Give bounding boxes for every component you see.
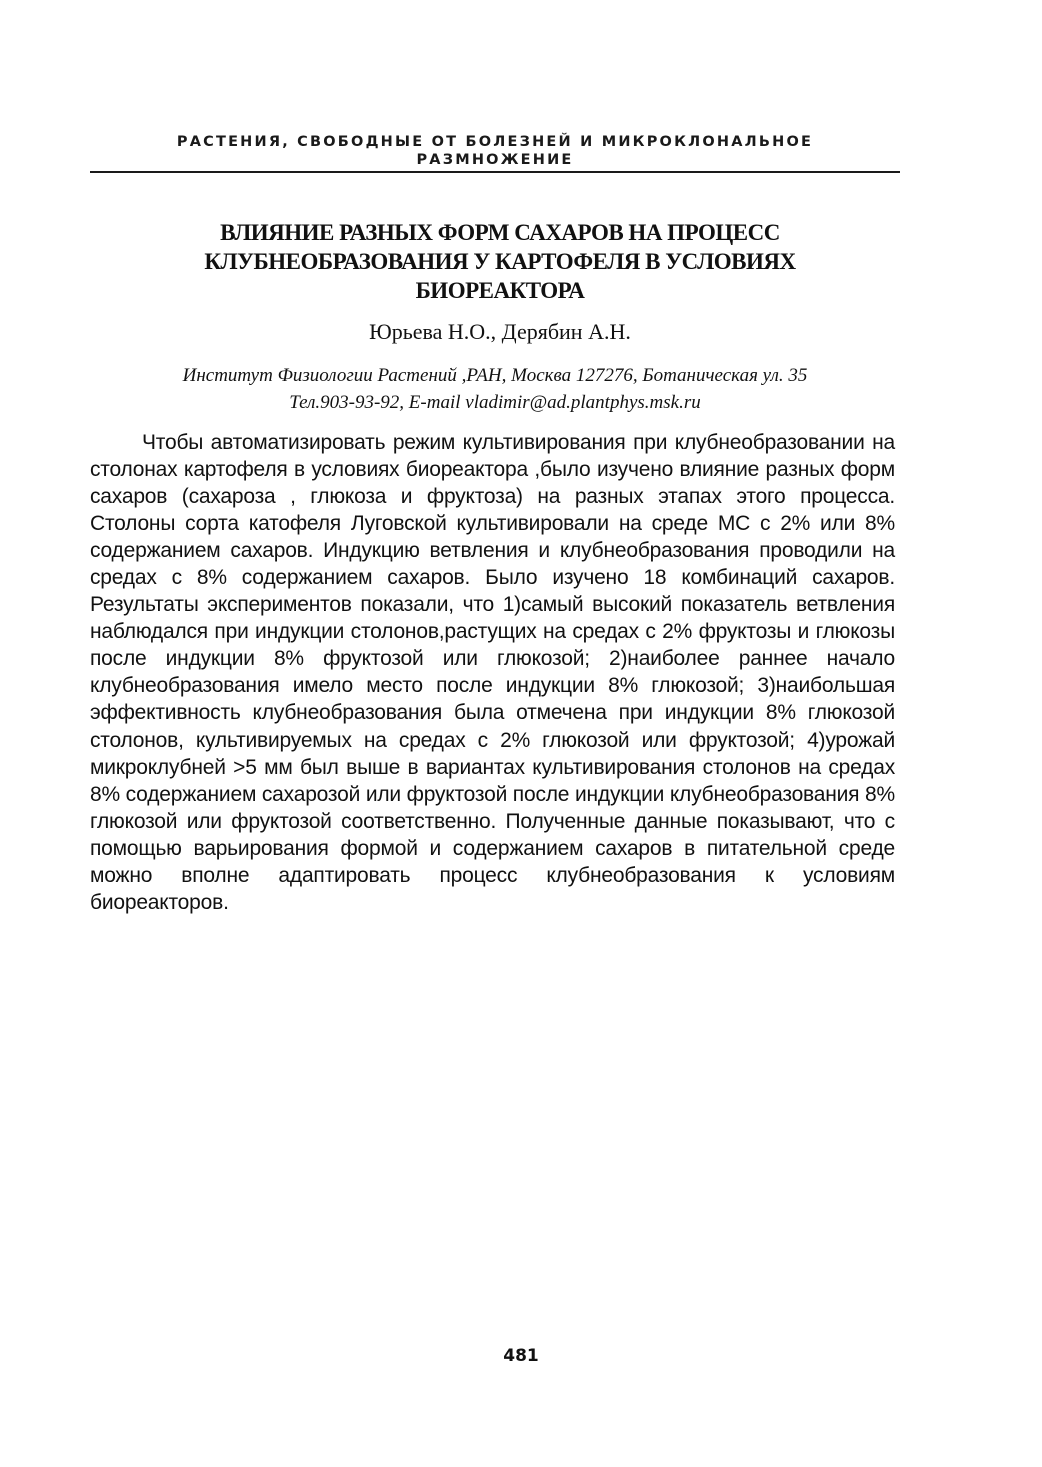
article-title: [110, 218, 890, 305]
affiliation-line-1: Институт Физиологии Растений ,РАН, Москва 127276, Ботаническая ул. 35: [182, 365, 808, 386]
page-number: 481: [503, 1346, 539, 1366]
header-divider: [90, 171, 900, 173]
affiliation-contact-line: Тел.903-93-92, E-mail vladimir@ad.plantphys.msk.ru: [289, 392, 701, 413]
affiliation: [90, 362, 900, 416]
running-header-line-1: РАСТЕНИЯ, СВОБОДНЫЕ ОТ БОЛЕЗНЕЙ И МИКРОКЛОНАЛЬНОЕ: [176, 134, 814, 150]
article-title-line-2: КЛУБНЕОБРАЗОВАНИЯ У КАРТОФЕЛЯ В УСЛОВИЯХ: [204, 249, 796, 274]
running-header-line-2: РАЗМНОЖЕНИЕ: [416, 152, 574, 168]
running-header: [90, 133, 900, 169]
article-title-line-1: ВЛИЯНИЕ РАЗНЫХ ФОРМ САХАРОВ НА ПРОЦЕСС: [220, 220, 780, 245]
authors: Юрьева Н.О., Дерябин А.Н.: [369, 319, 631, 344]
abstract-paragraph: Чтобы автоматизировать режим культивирования при клубнеобразовании на столонах картофеля в условиях биореактора ,было изучено влияние разных форм сахаров (сахароза , глюкоза и фруктоза) на разных этапах этого процесса. Столоны сорта катофеля Луговской культивировали на среде МС с 2% или 8% содержанием сахаров. Индукцию ветвления и клубнеобразования проводили на средах с 8% содержанием сахаров. Было изучено 18 комбинаций сахаров. Результаты экспериментов показали, что 1)самый высокий показатель ветвления наблюдался при индукции столонов,растущих на средах с 2% фруктозы и глюкозы после индукции 8% фруктозой или глюкозой; 2)наиболее раннее начало клубнеобразования имело место после индукции 8% глюкозой; 3)наибольшая эффективность клубнеобразования была отмечена при индукции 8% глюкозой столонов, культивируемых на средах с 2% глюкозой или фруктозой; 4)урожай микроклубней >5 мм был выше в вариантах культивирования столонов на средах 8% содержанием сахарозой или фруктозой после индукции клубнеобразования 8% глюкозой или фруктозой соответственно. Полученные данные показывают, что с помощью варьирования формой и содержанием сахаров в питательной среде можно вполне адаптировать процесс клубнеобразования к условиям биореакторов.: [90, 431, 895, 914]
article-title-line-3: БИОРЕАКТОРА: [415, 278, 585, 303]
